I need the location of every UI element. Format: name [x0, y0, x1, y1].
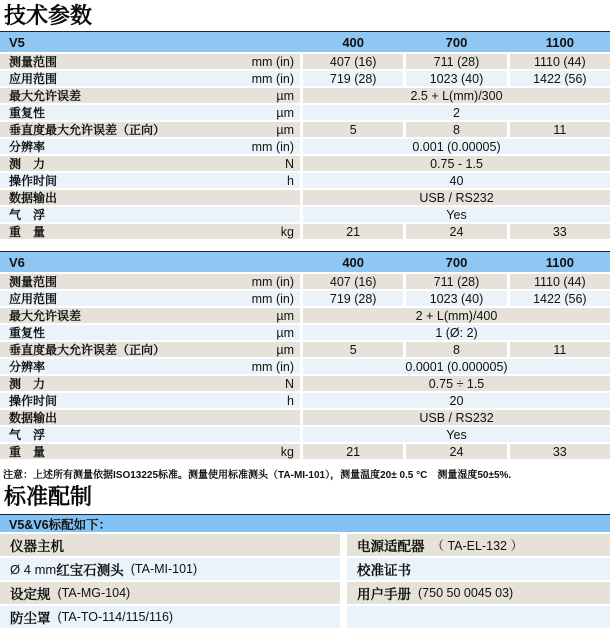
row-unit: mm (in): [251, 71, 294, 86]
item-name: 校准证书: [357, 563, 411, 578]
v5-row-max-permissible-error: [0, 88, 610, 103]
row-label: 测量范围: [9, 55, 58, 69]
value-cell-span: USB / RS232: [303, 190, 610, 205]
value-cell: 719 (28): [303, 291, 403, 306]
value-cell-span: Yes: [303, 207, 610, 222]
item-code: (TA-MG-104): [57, 586, 131, 600]
value-cell: 5: [303, 122, 403, 137]
value-cell: 21: [303, 224, 403, 239]
config-cell-empty: [347, 606, 610, 628]
config-cell-main-unit: [0, 534, 340, 556]
v6-row-data-output: [0, 410, 610, 425]
config-row: [0, 558, 610, 580]
v5-row-air-floating: [0, 207, 610, 222]
row-unit: kg: [280, 444, 294, 459]
item-name: 仪器主机: [10, 539, 64, 554]
value-cell-span: 2.5 + L(mm)/300: [303, 88, 610, 103]
v6-row-measuring-force: [0, 376, 610, 391]
row-unit: h: [287, 173, 294, 188]
config-table: [0, 514, 610, 628]
value-cell-span: 0.75 - 1.5: [303, 156, 610, 171]
item-name: 防尘罩: [10, 611, 51, 626]
row-unit: µm: [276, 308, 294, 323]
v6-row-operating-time: [0, 393, 610, 408]
row-label: 应用范围: [9, 72, 58, 86]
row-unit: kg: [280, 224, 294, 239]
v6-model-label: V6: [9, 254, 25, 270]
config-header-row: V5&V6标配如下：: [0, 514, 610, 532]
row-label: 分辨率: [9, 360, 46, 374]
v6-header-row: [0, 251, 610, 272]
row-label: 分辨率: [9, 140, 46, 154]
v6-row-application-range: [0, 291, 610, 306]
value-cell: 5: [303, 342, 403, 357]
value-cell: 1110 (44): [510, 54, 610, 69]
item-name: 红宝石测头: [56, 563, 124, 578]
row-label: 垂直度最大允许误差（正向）: [9, 123, 166, 137]
value-cell-span: 0.75 ÷ 1.5: [303, 376, 610, 391]
v6-column-header-400: 400: [342, 254, 365, 270]
value-cell: 1422 (56): [510, 71, 610, 86]
value-cell-span: Yes: [303, 427, 610, 442]
value-cell: 8: [406, 342, 506, 357]
value-cell: 1422 (56): [510, 291, 610, 306]
value-cell-span: 20: [303, 393, 610, 408]
row-label: 数据输出: [9, 191, 58, 205]
value-cell-span: 0.001 (0.00005): [303, 139, 610, 154]
row-label: 测 力: [9, 157, 46, 171]
v5-row-resolution: [0, 139, 610, 154]
item-name: 用户手册: [357, 587, 411, 602]
config-cell-calibration-certificate: [347, 558, 610, 580]
row-label: 气 浮: [9, 428, 46, 442]
v5-row-measuring-range: [0, 54, 610, 69]
page-title-config: 标准配制: [4, 484, 93, 509]
row-unit: N: [284, 156, 294, 171]
value-cell-span: USB / RS232: [303, 410, 610, 425]
v5-table: [0, 31, 610, 239]
value-cell: 24: [406, 444, 506, 459]
row-unit: mm (in): [251, 139, 294, 154]
config-row: [0, 534, 610, 556]
row-unit: µm: [276, 325, 294, 340]
v6-row-squareness-error: [0, 342, 610, 357]
v5-model-label: V5: [9, 34, 25, 50]
row-label: 操作时间: [9, 394, 58, 408]
value-cell-span: 1 (Ø: 2): [303, 325, 610, 340]
row-unit: N: [284, 376, 294, 391]
config-row: [0, 606, 610, 628]
row-unit: mm (in): [251, 54, 294, 69]
v6-table: [0, 251, 610, 459]
item-code: （ TA-EL-132 ）: [431, 539, 523, 553]
value-cell: 711 (28): [406, 54, 506, 69]
item-code: (TA-MI-101): [130, 562, 198, 576]
v6-row-resolution: [0, 359, 610, 374]
row-label: 应用范围: [9, 292, 58, 306]
value-cell: 1110 (44): [510, 274, 610, 289]
row-label: 重复性: [9, 326, 46, 340]
v5-row-repeatability: [0, 105, 610, 120]
row-label: 气 浮: [9, 208, 46, 222]
row-unit: µm: [276, 105, 294, 120]
v6-column-header-1100: 1100: [545, 254, 574, 270]
page-title-specs: 技术参数: [4, 3, 93, 28]
row-label: 测 力: [9, 377, 46, 391]
v5-column-header-700: 700: [445, 34, 468, 50]
item-code: (TA-TO-114/115/116): [57, 610, 174, 624]
note-text: 注意：上述所有测量依据ISO13225标准。测量使用标准测头（TA-MI-101），测量温度20± 0.5 °C 测量湿度50±5%.: [3, 470, 512, 481]
v5-row-squareness-error: [0, 122, 610, 137]
v5-row-data-output: [0, 190, 610, 205]
row-unit: µm: [276, 342, 294, 357]
config-cell-dust-cover: [0, 606, 340, 628]
v5-row-measuring-force: [0, 156, 610, 171]
v6-row-air-floating: [0, 427, 610, 442]
value-cell: 719 (28): [303, 71, 403, 86]
v5-column-header-1100: 1100: [545, 34, 574, 50]
row-unit: mm (in): [251, 291, 294, 306]
row-unit: µm: [276, 88, 294, 103]
v6-column-header-700: 700: [445, 254, 468, 270]
value-cell: 21: [303, 444, 403, 459]
v5-column-header-400: 400: [342, 34, 365, 50]
v6-row-weight: [0, 444, 610, 459]
row-label: 最大允许误差: [9, 89, 82, 103]
value-cell-span: 2 + L(mm)/400: [303, 308, 610, 323]
v6-row-max-permissible-error: [0, 308, 610, 323]
v5-header-row: [0, 31, 610, 52]
value-cell: 8: [406, 122, 506, 137]
value-cell-span: 0.0001 (0.000005): [303, 359, 610, 374]
row-label: 重 量: [9, 445, 46, 459]
config-cell-ruby-probe: [0, 558, 340, 580]
config-cell-user-manual: [347, 582, 610, 604]
value-cell: 33: [510, 444, 610, 459]
value-cell: 24: [406, 224, 506, 239]
value-cell-span: 2: [303, 105, 610, 120]
config-cell-power-adapter: [347, 534, 610, 556]
value-cell: 407 (16): [303, 274, 403, 289]
row-label: 重 量: [9, 225, 46, 239]
v6-row-measuring-range: [0, 274, 610, 289]
value-cell-span: 40: [303, 173, 610, 188]
value-cell: 1023 (40): [406, 71, 506, 86]
v5-row-operating-time: [0, 173, 610, 188]
config-row: [0, 582, 610, 604]
row-label: 最大允许误差: [9, 309, 82, 323]
value-cell: 407 (16): [303, 54, 403, 69]
item-name: 电源适配器: [357, 539, 425, 554]
value-cell: 11: [510, 122, 610, 137]
row-label: 操作时间: [9, 174, 58, 188]
row-unit: h: [287, 393, 294, 408]
row-unit: mm (in): [251, 359, 294, 374]
table-spacer: [0, 239, 610, 251]
value-cell: 11: [510, 342, 610, 357]
row-unit: µm: [276, 122, 294, 137]
config-cell-setting-gauge: [0, 582, 340, 604]
value-cell: 711 (28): [406, 274, 506, 289]
v6-row-repeatability: [0, 325, 610, 340]
value-cell: 1023 (40): [406, 291, 506, 306]
item-code: (750 50 0045 03): [418, 586, 514, 600]
item-name: 设定规: [10, 587, 51, 602]
v5-row-application-range: [0, 71, 610, 86]
row-label: 数据输出: [9, 411, 58, 425]
row-unit: mm (in): [251, 274, 294, 289]
item-prefix: Ø 4 mm: [10, 561, 57, 577]
value-cell: 33: [510, 224, 610, 239]
row-label: 测量范围: [9, 275, 58, 289]
row-label: 重复性: [9, 106, 46, 120]
row-label: 垂直度最大允许误差（正向）: [9, 343, 166, 357]
v5-row-weight: [0, 224, 610, 239]
